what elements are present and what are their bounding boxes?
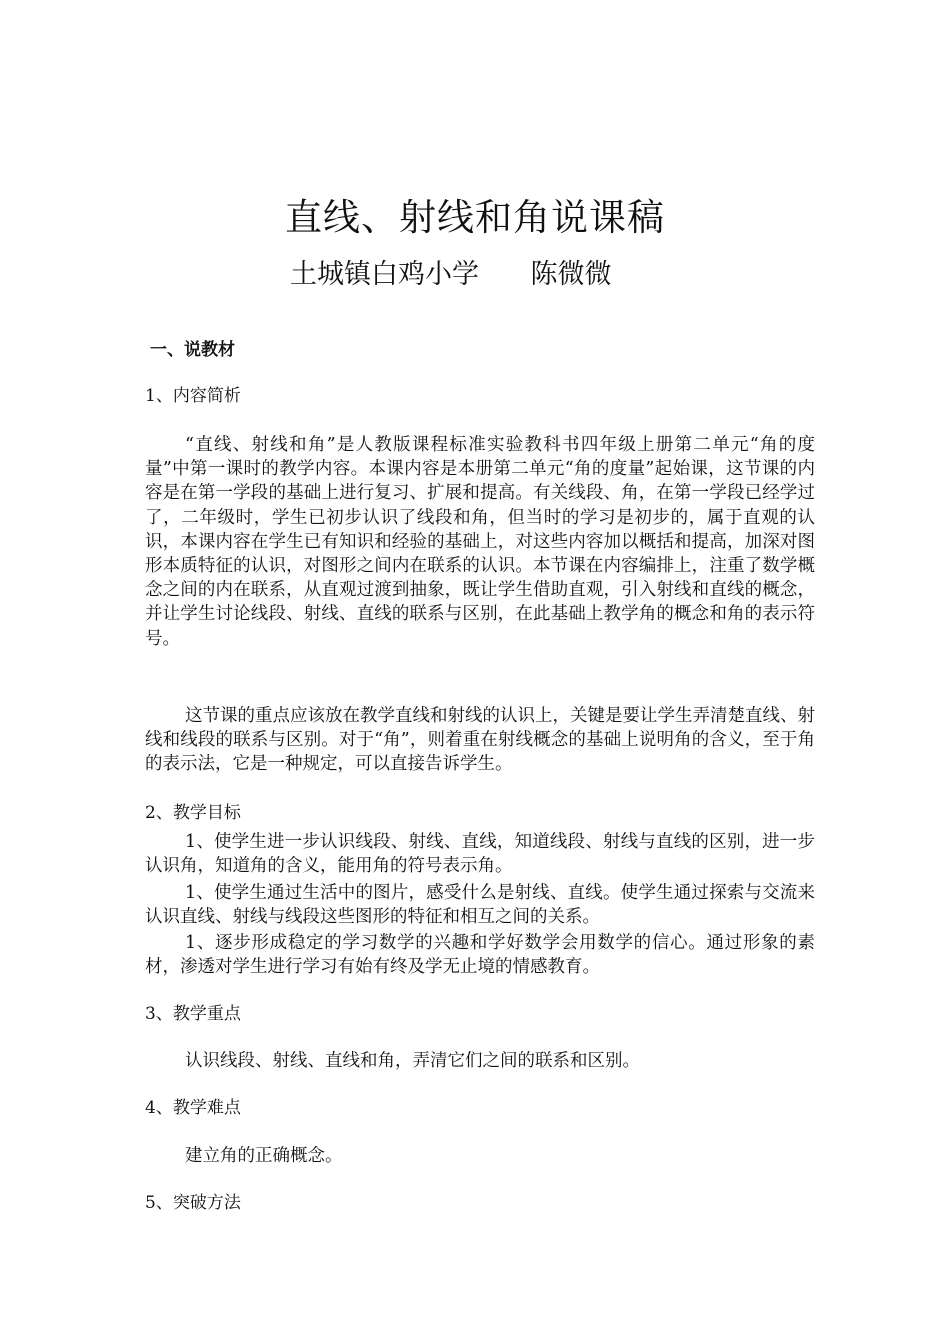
document-title: 直线、射线和角说课稿: [285, 196, 665, 239]
heading-content-analysis: 1、内容简析: [145, 386, 241, 406]
heading-breakthrough-methods: 5、突破方法: [145, 1193, 241, 1213]
section-heading: 一、说教材: [150, 340, 235, 360]
goal-item-3: 1、逐步形成稳定的学习数学的兴趣和学好数学会用数学的信心。通过形象的素材，渗透对学生进行学习有始有终及学无止境的情感教育。: [145, 933, 815, 978]
goal-item-1: 1、使学生进一步认识线段、射线、直线，知道线段、射线与直线的区别，进一步认识角，知道角的含义，能用角的符号表示角。: [145, 832, 815, 877]
paragraph-key-focus: 这节课的重点应该放在教学直线和射线的认识上，关键是要让学生弄清楚直线、射线和线段的联系与区别。对于“角”，则着重在射线概念的基础上说明角的含义，至于角的表示法，它是一种规定，可以直接告诉学生。: [145, 706, 815, 775]
paragraph-content-analysis: “直线、射线和角”是人教版课程标准实验教科书四年级上册第二单元“角的度量”中第一课时的教学内容。本课内容是本册第二单元“角的度量”起始课，这节课的内容是在第一学段的基础上进行复习、扩展和提高。有关线段、角，在第一学段已经学过了，二年级时，学生已初步认识了线段和角，但当时的学习是初步的，属于直观的认识，本课内容在学生已有知识和经验的基础上，对这些内容加以概括和提高，加深对图形本质特征的认识，对图形之间内在联系的认识。本节课在内容编排上，注重了数学概念之间的内在联系，从直观过渡到抽象，既让学生借助直观，引入射线和直线的概念，并让学生讨论线段、射线、直线的联系与区别，在此基础上教学角的概念和角的表示符号。: [145, 435, 815, 649]
paragraph-difficulties: 建立角的正确概念。: [185, 1146, 343, 1166]
paragraph-key-points: 认识线段、射线、直线和角，弄清它们之间的联系和区别。: [185, 1051, 640, 1071]
author-line: 土城镇白鸡小学 陈微微: [290, 259, 612, 290]
heading-teaching-goals: 2、教学目标: [145, 803, 241, 823]
heading-teaching-key-points: 3、教学重点: [145, 1004, 241, 1024]
goal-item-2: 1、使学生通过生活中的图片，感受什么是射线、直线。使学生通过探索与交流来认识直线、射线与线段这些图形的特征和相互之间的关系。: [145, 883, 815, 928]
heading-teaching-difficulties: 4、教学难点: [145, 1098, 241, 1118]
